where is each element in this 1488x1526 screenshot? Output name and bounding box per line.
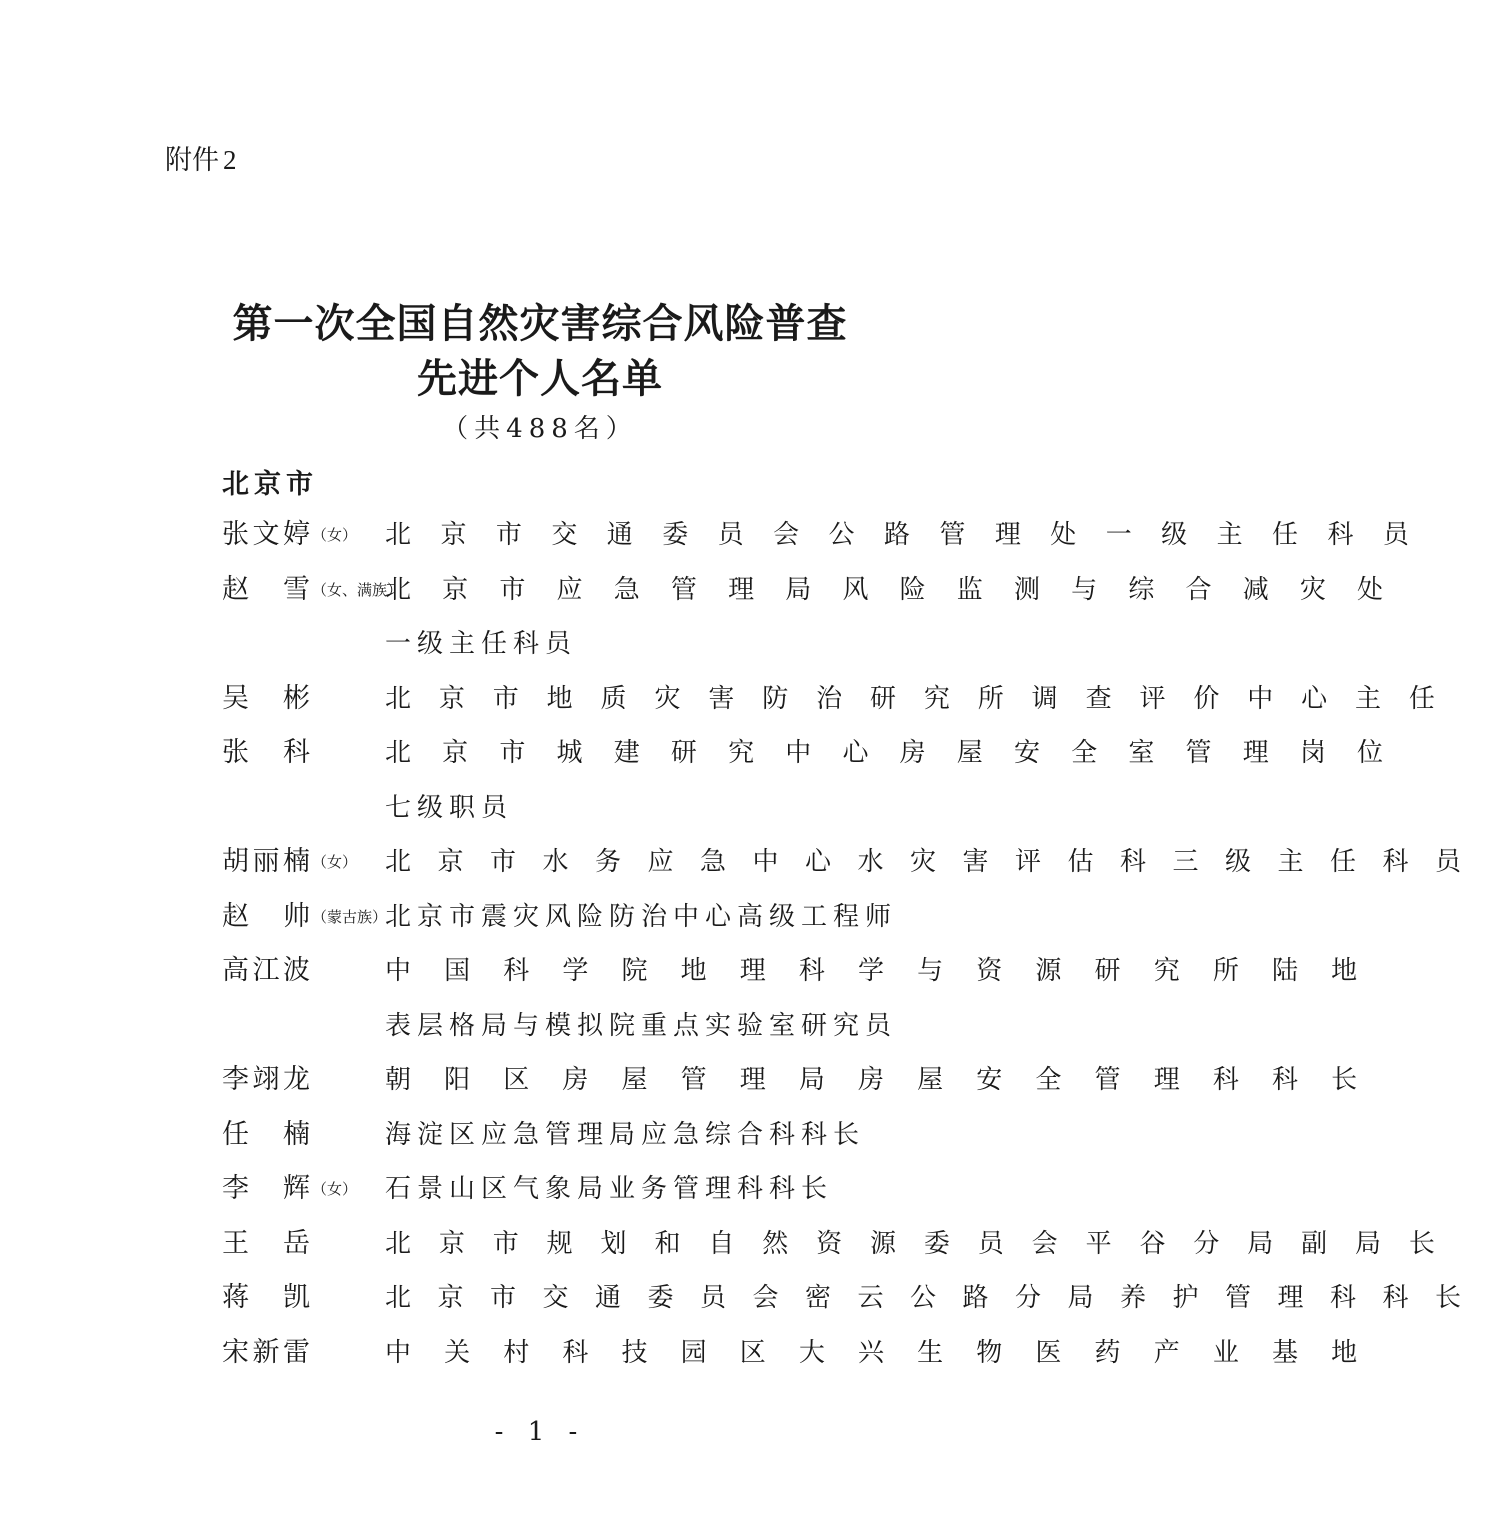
- organization-line: 北京市交通委员会公路管理处一级主任科员: [385, 520, 1439, 550]
- organization-line: 朝阳区房屋管理局房屋安全管理科科长: [385, 1065, 1391, 1095]
- page-number: - 1 -: [494, 1417, 586, 1447]
- person-name: [222, 572, 402, 608]
- organization-line: 一级主任科员: [385, 629, 578, 659]
- person-name: [222, 899, 387, 935]
- attachment-label-text: 附件: [165, 145, 219, 176]
- organization-line: 北京市地质灾害防治研究所调查评价中心主任: [385, 683, 1463, 714]
- person-name: [222, 1335, 310, 1371]
- organization-line: 七级职员: [385, 792, 514, 823]
- person-name-text: 宋新雷: [222, 1336, 310, 1368]
- organization-line: 北京市城建研究中心房屋安全室管理岗位: [385, 738, 1415, 768]
- person-name: [222, 1117, 310, 1153]
- attachment-label: [165, 138, 237, 177]
- organization-line: 海淀区应急管理局应急综合科科长: [385, 1119, 866, 1150]
- person-name-text: 李 辉: [222, 1173, 310, 1204]
- organization-line: 石景山区气象局业务管理科科长: [385, 1174, 834, 1204]
- person-name-text: 赵 帅: [222, 900, 310, 932]
- organization-line: 表层格局与模拟院重点实验室研究员: [385, 1010, 898, 1041]
- organization-line: 中关村科技园区大兴生物医药产业基地: [385, 1337, 1391, 1368]
- person-name-text: 赵 雪: [222, 573, 310, 605]
- person-name-text: 高江波: [222, 955, 310, 986]
- person-note: （女）: [312, 526, 358, 544]
- document-count: （共488名）: [442, 414, 638, 444]
- person-name: [222, 517, 357, 553]
- person-name-text: 吴 彬: [222, 682, 310, 714]
- person-name-text: 任 楠: [222, 1118, 310, 1150]
- organization-line: 北京市水务应急中心水灾害评估科三级主任科员: [385, 847, 1488, 877]
- person-name: [222, 1280, 310, 1316]
- organization-line: 北京市规划和自然资源委员会平谷分局副局长: [385, 1228, 1463, 1259]
- person-name: [222, 844, 357, 880]
- organization-line: 北京市交通委员会密云公路分局养护管理科科长: [385, 1283, 1488, 1313]
- organization-line: 中国科学院地理科学与资源研究所陆地: [385, 956, 1391, 986]
- person-name-text: 李翊龙: [222, 1064, 310, 1095]
- person-name-text: 张 科: [222, 737, 310, 768]
- person-name: [222, 735, 310, 771]
- province-heading: 北京市: [222, 469, 318, 500]
- person-note: （女）: [312, 853, 358, 871]
- attachment-number: 2: [223, 145, 237, 175]
- person-name: [222, 953, 310, 989]
- person-name-text: 张文婷: [222, 519, 310, 550]
- person-name-text: 胡丽楠: [222, 846, 310, 877]
- person-note: （蒙古族）: [312, 907, 388, 926]
- person-name-text: 王 岳: [222, 1227, 310, 1259]
- person-name: [222, 681, 310, 717]
- person-name: [222, 1062, 310, 1098]
- person-note: （女、满族）: [312, 580, 403, 599]
- document-title-line-1: 第一次全国自然灾害综合风险普查: [232, 301, 848, 347]
- organization-line: 北京市震灾风险防治中心高级工程师: [385, 901, 898, 932]
- person-name-text: 蒋 凯: [222, 1282, 310, 1313]
- person-name: [222, 1171, 357, 1207]
- document-title-line-2: 先进个人名单: [417, 356, 663, 402]
- person-name: [222, 1226, 310, 1262]
- person-note: （女）: [312, 1180, 358, 1198]
- organization-line: 北京市应急管理局风险监测与综合减灾处: [385, 574, 1415, 605]
